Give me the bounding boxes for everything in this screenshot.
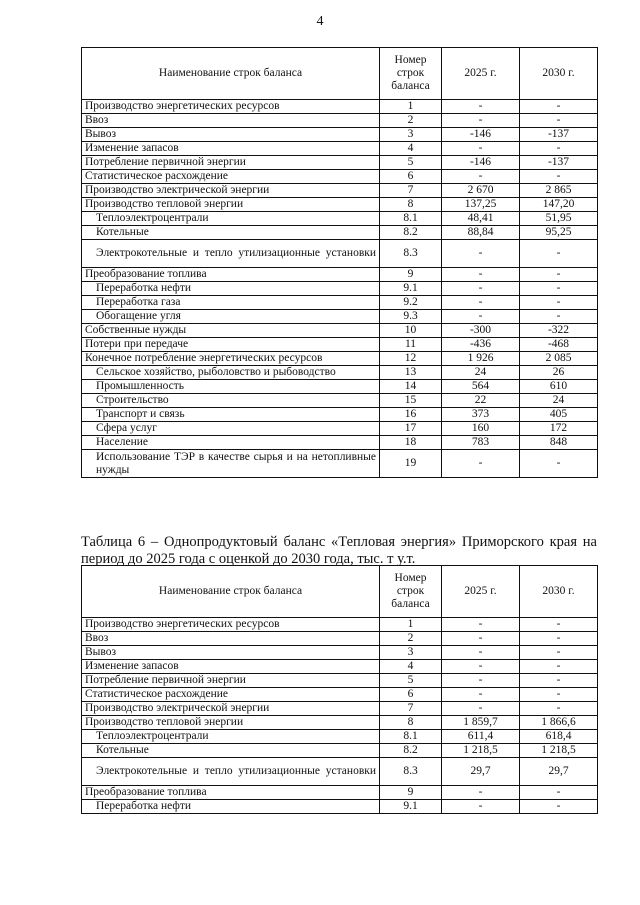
- value-2030: 618,4: [520, 730, 598, 744]
- row-name: Население: [82, 436, 380, 450]
- table-row: [82, 422, 598, 436]
- value-2025: 24: [442, 366, 520, 380]
- value-2025: 2 670: [442, 184, 520, 198]
- table-row: [82, 142, 598, 156]
- table-row: [82, 436, 598, 450]
- row-number: 17: [380, 422, 442, 436]
- value-2025: -: [442, 240, 520, 268]
- row-number: 3: [380, 646, 442, 660]
- row-name: Конечное потребление энергетических ресурсов: [82, 352, 380, 366]
- value-2030: -: [520, 310, 598, 324]
- value-2025: -: [442, 170, 520, 184]
- table-row: [82, 730, 598, 744]
- row-name: Электрокотельные и тепло утилизационные установки: [82, 758, 380, 786]
- value-2030: 24: [520, 394, 598, 408]
- row-number: 8: [380, 198, 442, 212]
- table-row: [82, 324, 598, 338]
- row-name: Изменение запасов: [82, 142, 380, 156]
- row-number: 8.2: [380, 226, 442, 240]
- row-number: 3: [380, 128, 442, 142]
- page-number: 4: [316, 14, 324, 29]
- row-name: Теплоэлектроцентрали: [82, 212, 380, 226]
- row-name: Вывоз: [82, 128, 380, 142]
- value-2025: -: [442, 660, 520, 674]
- row-number: 12: [380, 352, 442, 366]
- header-2030: 2030 г.: [520, 48, 598, 100]
- row-name: Изменение запасов: [82, 660, 380, 674]
- row-name: Преобразование топлива: [82, 786, 380, 800]
- table-row: [82, 618, 598, 632]
- row-number: 9.3: [380, 310, 442, 324]
- row-name: Транспорт и связь: [82, 408, 380, 422]
- value-2030: -: [520, 702, 598, 716]
- value-2025: -: [442, 674, 520, 688]
- value-2025: -146: [442, 128, 520, 142]
- row-name: Котельные: [82, 226, 380, 240]
- row-name: Потери при передаче: [82, 338, 380, 352]
- row-name: Строительство: [82, 394, 380, 408]
- table-row: [82, 716, 598, 730]
- value-2030: -: [520, 632, 598, 646]
- value-2030: -: [520, 688, 598, 702]
- row-number: 9.1: [380, 800, 442, 814]
- value-2030: 2 085: [520, 352, 598, 366]
- value-2030: -468: [520, 338, 598, 352]
- table-row: [82, 128, 598, 142]
- table-row: [82, 170, 598, 184]
- row-name: Преобразование топлива: [82, 268, 380, 282]
- value-2030: -137: [520, 156, 598, 170]
- value-2030: -137: [520, 128, 598, 142]
- row-name: Теплоэлектроцентрали: [82, 730, 380, 744]
- balance-table-1: [81, 47, 598, 478]
- value-2030: -: [520, 786, 598, 800]
- row-name: Статистическое расхождение: [82, 688, 380, 702]
- row-name: Переработка газа: [82, 296, 380, 310]
- table-row: [82, 380, 598, 394]
- value-2025: 564: [442, 380, 520, 394]
- table-row: [82, 240, 598, 268]
- value-2025: -: [442, 450, 520, 478]
- row-name: Котельные: [82, 744, 380, 758]
- value-2030: -: [520, 170, 598, 184]
- row-number: 5: [380, 156, 442, 170]
- table-6-caption: Таблица 6 – Однопродуктовый баланс «Тепловая энергия» Приморского края на период до 2025 года с оценкой до 2030 года, тыс. т у.т.: [81, 534, 597, 567]
- row-number: 1: [380, 100, 442, 114]
- row-number: 2: [380, 632, 442, 646]
- value-2030: 1 218,5: [520, 744, 598, 758]
- row-number: 8: [380, 716, 442, 730]
- value-2025: 88,84: [442, 226, 520, 240]
- table-row: [82, 646, 598, 660]
- row-number: 6: [380, 170, 442, 184]
- value-2025: -: [442, 688, 520, 702]
- row-number: 5: [380, 674, 442, 688]
- row-name: Переработка нефти: [82, 282, 380, 296]
- value-2030: -: [520, 296, 598, 310]
- table-row: [82, 352, 598, 366]
- value-2025: 48,41: [442, 212, 520, 226]
- table-row: [82, 674, 598, 688]
- value-2025: 29,7: [442, 758, 520, 786]
- row-name: Потребление первичной энергии: [82, 156, 380, 170]
- table-row: [82, 114, 598, 128]
- header-2025: 2025 г.: [442, 566, 520, 618]
- value-2025: -: [442, 800, 520, 814]
- table-row: [82, 100, 598, 114]
- table-row: [82, 184, 598, 198]
- row-name: Использование ТЭР в качестве сырья и на нетопливные нужды: [82, 450, 380, 478]
- value-2030: 29,7: [520, 758, 598, 786]
- row-number: 10: [380, 324, 442, 338]
- value-2025: -: [442, 142, 520, 156]
- row-name: Производство тепловой энергии: [82, 716, 380, 730]
- value-2025: -: [442, 702, 520, 716]
- value-2030: -: [520, 268, 598, 282]
- row-number: 19: [380, 450, 442, 478]
- row-number: 9.1: [380, 282, 442, 296]
- value-2030: -: [520, 282, 598, 296]
- value-2025: 137,25: [442, 198, 520, 212]
- row-name: Производство электрической энергии: [82, 184, 380, 198]
- value-2030: -: [520, 800, 598, 814]
- table-row: [82, 310, 598, 324]
- row-name: Статистическое расхождение: [82, 170, 380, 184]
- value-2030: 26: [520, 366, 598, 380]
- value-2030: -: [520, 450, 598, 478]
- table-row: [82, 198, 598, 212]
- value-2025: 373: [442, 408, 520, 422]
- row-name: Собственные нужды: [82, 324, 380, 338]
- row-number: 8.3: [380, 240, 442, 268]
- value-2030: -: [520, 114, 598, 128]
- table-row: [82, 268, 598, 282]
- table-row: [82, 338, 598, 352]
- table-row: [82, 800, 598, 814]
- table-row: [82, 408, 598, 422]
- value-2025: 611,4: [442, 730, 520, 744]
- table-row: [82, 632, 598, 646]
- row-number: 13: [380, 366, 442, 380]
- table-row: [82, 394, 598, 408]
- table-row: [82, 366, 598, 380]
- value-2025: -: [442, 114, 520, 128]
- value-2025: -: [442, 310, 520, 324]
- header-name: Наименование строк баланса: [82, 48, 380, 100]
- row-number: 8.2: [380, 744, 442, 758]
- row-name: Обогащение угля: [82, 310, 380, 324]
- row-number: 9: [380, 786, 442, 800]
- value-2030: 95,25: [520, 226, 598, 240]
- value-2030: -322: [520, 324, 598, 338]
- value-2025: -: [442, 268, 520, 282]
- header-row-number: Номер строк баланса: [380, 566, 442, 618]
- row-name: Потребление первичной энергии: [82, 674, 380, 688]
- value-2030: -: [520, 240, 598, 268]
- row-name: Ввоз: [82, 632, 380, 646]
- value-2025: -: [442, 296, 520, 310]
- header-row-number: Номер строк баланса: [380, 48, 442, 100]
- table-row: [82, 702, 598, 716]
- value-2025: 160: [442, 422, 520, 436]
- value-2025: -436: [442, 338, 520, 352]
- value-2030: 147,20: [520, 198, 598, 212]
- value-2025: -: [442, 646, 520, 660]
- value-2030: 51,95: [520, 212, 598, 226]
- row-number: 7: [380, 184, 442, 198]
- table-row: [82, 226, 598, 240]
- table-row: [82, 296, 598, 310]
- row-number: 7: [380, 702, 442, 716]
- value-2025: 1 218,5: [442, 744, 520, 758]
- value-2030: 848: [520, 436, 598, 450]
- value-2030: 405: [520, 408, 598, 422]
- value-2025: -146: [442, 156, 520, 170]
- row-number: 11: [380, 338, 442, 352]
- value-2030: -: [520, 142, 598, 156]
- row-name: Сфера услуг: [82, 422, 380, 436]
- row-number: 14: [380, 380, 442, 394]
- row-number: 9: [380, 268, 442, 282]
- table-row: [82, 688, 598, 702]
- table-2-body: [82, 618, 598, 814]
- row-number: 8.3: [380, 758, 442, 786]
- value-2025: -: [442, 786, 520, 800]
- row-number: 15: [380, 394, 442, 408]
- row-name: Производство электрической энергии: [82, 702, 380, 716]
- row-name: Ввоз: [82, 114, 380, 128]
- value-2025: 1 859,7: [442, 716, 520, 730]
- row-number: 2: [380, 114, 442, 128]
- table-row: [82, 212, 598, 226]
- balance-table-2: [81, 565, 598, 814]
- row-name: Промышленность: [82, 380, 380, 394]
- value-2030: -: [520, 674, 598, 688]
- row-name: Сельское хозяйство, рыболовство и рыбоводство: [82, 366, 380, 380]
- row-name: Производство энергетических ресурсов: [82, 100, 380, 114]
- header-name: Наименование строк баланса: [82, 566, 380, 618]
- table-1-body: [82, 100, 598, 478]
- value-2030: 2 865: [520, 184, 598, 198]
- row-number: 4: [380, 142, 442, 156]
- value-2025: 22: [442, 394, 520, 408]
- row-number: 18: [380, 436, 442, 450]
- row-name: Электрокотельные и тепло утилизационные установки: [82, 240, 380, 268]
- value-2030: -: [520, 660, 598, 674]
- value-2030: 610: [520, 380, 598, 394]
- value-2025: 1 926: [442, 352, 520, 366]
- row-number: 4: [380, 660, 442, 674]
- row-number: 9.2: [380, 296, 442, 310]
- table-row: [82, 744, 598, 758]
- table-row: [82, 282, 598, 296]
- row-name: Производство энергетических ресурсов: [82, 618, 380, 632]
- row-number: 6: [380, 688, 442, 702]
- header-2025: 2025 г.: [442, 48, 520, 100]
- header-2030: 2030 г.: [520, 566, 598, 618]
- row-number: 1: [380, 618, 442, 632]
- row-number: 8.1: [380, 212, 442, 226]
- value-2025: -: [442, 632, 520, 646]
- table-row: [82, 156, 598, 170]
- row-name: Вывоз: [82, 646, 380, 660]
- value-2025: -: [442, 618, 520, 632]
- value-2025: -: [442, 282, 520, 296]
- table-row: [82, 450, 598, 478]
- table-row: [82, 660, 598, 674]
- value-2025: 783: [442, 436, 520, 450]
- value-2030: -: [520, 100, 598, 114]
- value-2030: 172: [520, 422, 598, 436]
- value-2030: -: [520, 646, 598, 660]
- value-2030: -: [520, 618, 598, 632]
- table-row: [82, 758, 598, 786]
- row-number: 16: [380, 408, 442, 422]
- row-name: Переработка нефти: [82, 800, 380, 814]
- value-2030: 1 866,6: [520, 716, 598, 730]
- table-row: [82, 786, 598, 800]
- value-2025: -300: [442, 324, 520, 338]
- row-name: Производство тепловой энергии: [82, 198, 380, 212]
- row-number: 8.1: [380, 730, 442, 744]
- value-2025: -: [442, 100, 520, 114]
